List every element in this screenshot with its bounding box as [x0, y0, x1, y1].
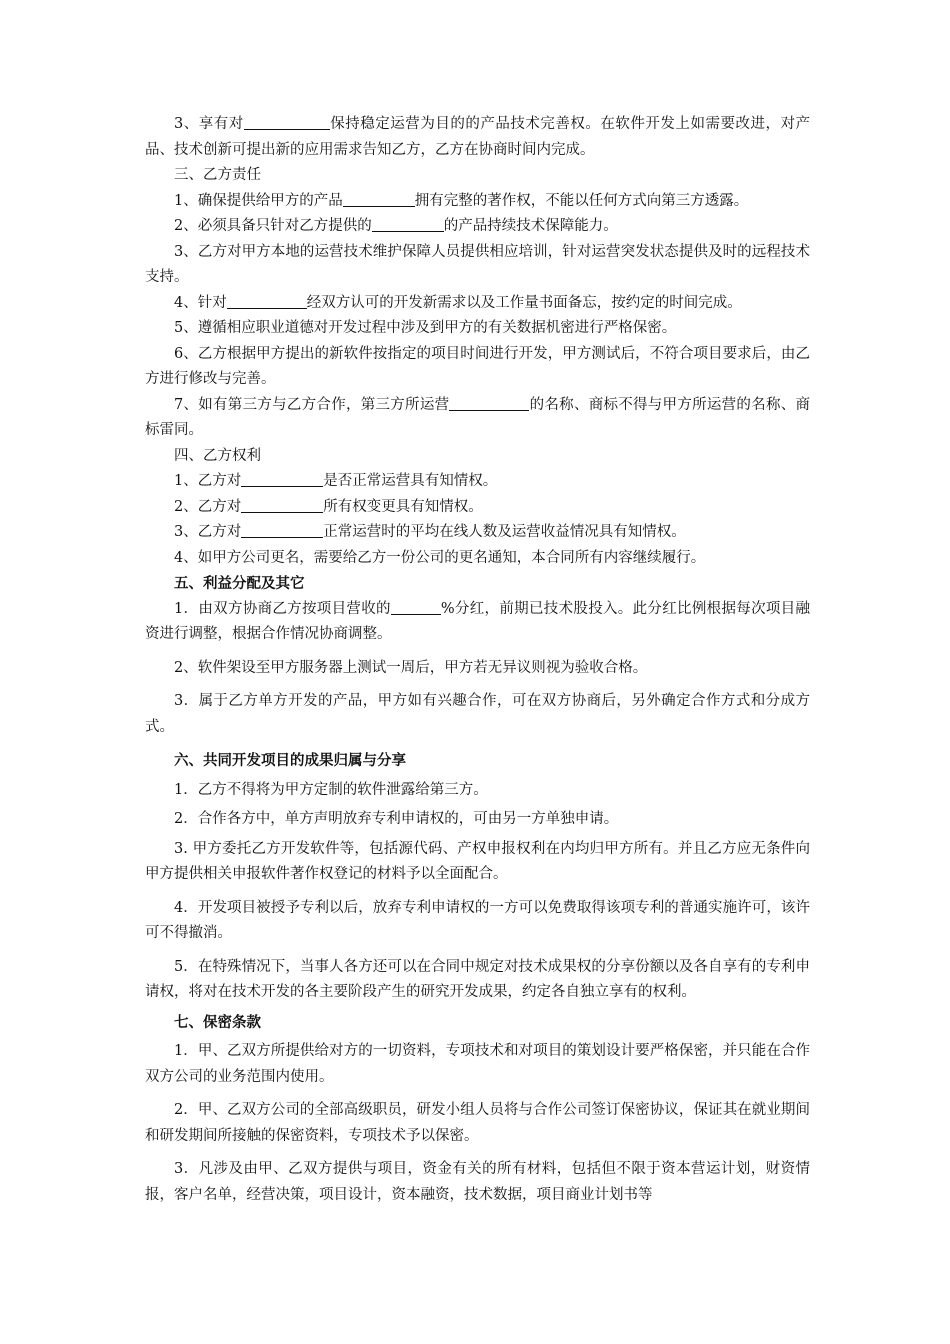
text-segment: 经双方认可的开发新需求以及工作量书面备忘，按约定的时间完成。	[306, 294, 742, 311]
clause-s6-1: 1．乙方不得将为甲方定制的软件泄露给第三方。	[174, 781, 488, 798]
clause-s7-3: 3．凡涉及由甲、乙双方提供与项目，资金有关的所有材料，包括但不限于资本营运计划，财资情报，客户名单，经营决策，项目设计，资本融资，技术数据，项目商业计划书等	[145, 1161, 810, 1203]
text-segment: 3、乙方对	[174, 524, 242, 540]
clause-s7-1: 1．甲、乙双方所提供给对方的一切资料，专项技术和对项目的策划设计要严格保密，并只能在合作双方公司的业务范围内使用。	[145, 1043, 810, 1085]
text-segment: 1、确保提供给甲方的产品	[174, 192, 343, 209]
text-segment: 是否正常运营具有知情权。	[323, 473, 498, 489]
clause-s6-5: 5．在特殊情况下，当事人各方还可以在合同中规定对技术成果权的分享份额以及各自享有的专利申请权，将对在技术开发的各主要阶段产生的研究开发成果，约定各自独立享有的权利。	[145, 958, 810, 1000]
text-segment: 7、如有第三方与乙方合作，第三方所运营	[174, 396, 450, 413]
section-6-title: 六、共同开发项目的成果归属与分享	[174, 752, 406, 769]
clause-s3-6: 6、乙方根据甲方提出的新软件按指定的项目时间进行开发，甲方测试后，不符合项目要求后，由乙方进行修改与完善。	[145, 345, 810, 387]
text-segment: 所有权变更具有知情权。	[323, 498, 483, 515]
clause-3-rights	[145, 112, 810, 163]
text-segment: 1．由双方协商乙方按项目营收的	[174, 600, 391, 617]
clause-s3-2	[145, 214, 810, 240]
clause-s6-2: 2．合作各方中，单方声明放弃专利申请权的，可由另一方单独申请。	[174, 811, 619, 827]
clause-s4-3	[145, 520, 810, 546]
text-segment: 3、享有对	[174, 116, 244, 132]
clause-s7-2: 2．甲、乙双方公司的全部高级职员，研发小组人员将与合作公司签订保密协议，保证其在就业期间和研发期间所接触的保密资料，专项技术予以保密。	[145, 1102, 810, 1144]
clause-s5-2: 2、软件架设至甲方服务器上测试一周后，甲方若无异议则视为验收合格。	[174, 659, 648, 676]
text-segment: 的名称、商标不得与甲方所运营的名称、商标雷同。	[145, 396, 810, 438]
clause-s4-1	[145, 469, 810, 495]
fill-in-blank	[343, 191, 415, 207]
fill-in-blank	[449, 395, 529, 411]
clause-s3-4	[145, 291, 810, 317]
clause-s3-7	[145, 393, 810, 444]
contract-page	[145, 112, 810, 1208]
clause-s3-3: 3、乙方对甲方本地的运营技术维护保障人员提供相应培训，针对运营突发状态提供及时的远程技术支持。	[145, 243, 810, 285]
section-7-title: 七、保密条款	[174, 1013, 261, 1031]
clause-s3-1	[145, 189, 810, 215]
clause-s4-2	[145, 495, 810, 521]
fill-in-blank	[241, 522, 323, 538]
fill-in-blank	[244, 114, 330, 130]
clause-s6-3: 3. 甲方委托乙方开发软件等，包括源代码、产权申报权利在内均归甲方所有。并且乙方应无条件向甲方提供相关申报软件著作权登记的材料予以全面配合。	[145, 840, 810, 882]
text-segment: 2、必须具备只针对乙方提供的	[174, 218, 372, 234]
section-5-title: 五、利益分配及其它	[174, 575, 305, 592]
section-3-title: 三、乙方责任	[174, 167, 261, 183]
clause-s3-5: 5、遵循相应职业道德对开发过程中涉及到甲方的有关数据机密进行严格保密。	[174, 320, 677, 336]
clause-s5-1	[145, 597, 810, 648]
text-segment: 拥有完整的著作权，不能以任何方式向第三方透露。	[414, 192, 749, 209]
text-segment: 2、乙方对	[174, 498, 242, 515]
text-segment: 保持稳定运营为目的的产品技术完善权。在软件开发上如需要改进，对产品、技术创新可提出新的应用需求告知乙方，乙方在协商时间内完成。	[145, 116, 810, 158]
text-segment: 4、针对	[174, 294, 227, 311]
clause-s5-3: 3．属于乙方单方开发的产品，甲方如有兴趣合作，可在双方协商后，另外确定合作方式和分成方式。	[145, 693, 810, 735]
text-segment: %分红，前期已技术股投入。此分红比例根据每次项目融资进行调整，根据合作情况协商调整。	[145, 600, 810, 642]
fill-in-blank	[241, 471, 323, 487]
text-segment: 正常运营时的平均在线人数及运营收益情况具有知情权。	[323, 524, 686, 540]
clause-s6-4: 4．开发项目被授予专利以后，放弃专利申请权的一方可以免费取得该项专利的普通实施许可，该许可不得撤消。	[145, 899, 810, 941]
text-segment: 的产品持续技术保障能力。	[443, 218, 618, 234]
fill-in-blank	[391, 599, 441, 615]
clause-s4-4: 4、如甲方公司更名，需要给乙方一份公司的更名通知，本合同所有内容继续履行。	[174, 549, 706, 566]
fill-in-blank	[241, 497, 323, 513]
fill-in-blank	[372, 216, 444, 232]
section-4-title: 四、乙方权利	[174, 447, 261, 464]
fill-in-blank	[227, 293, 307, 309]
text-segment: 1、乙方对	[174, 473, 242, 489]
